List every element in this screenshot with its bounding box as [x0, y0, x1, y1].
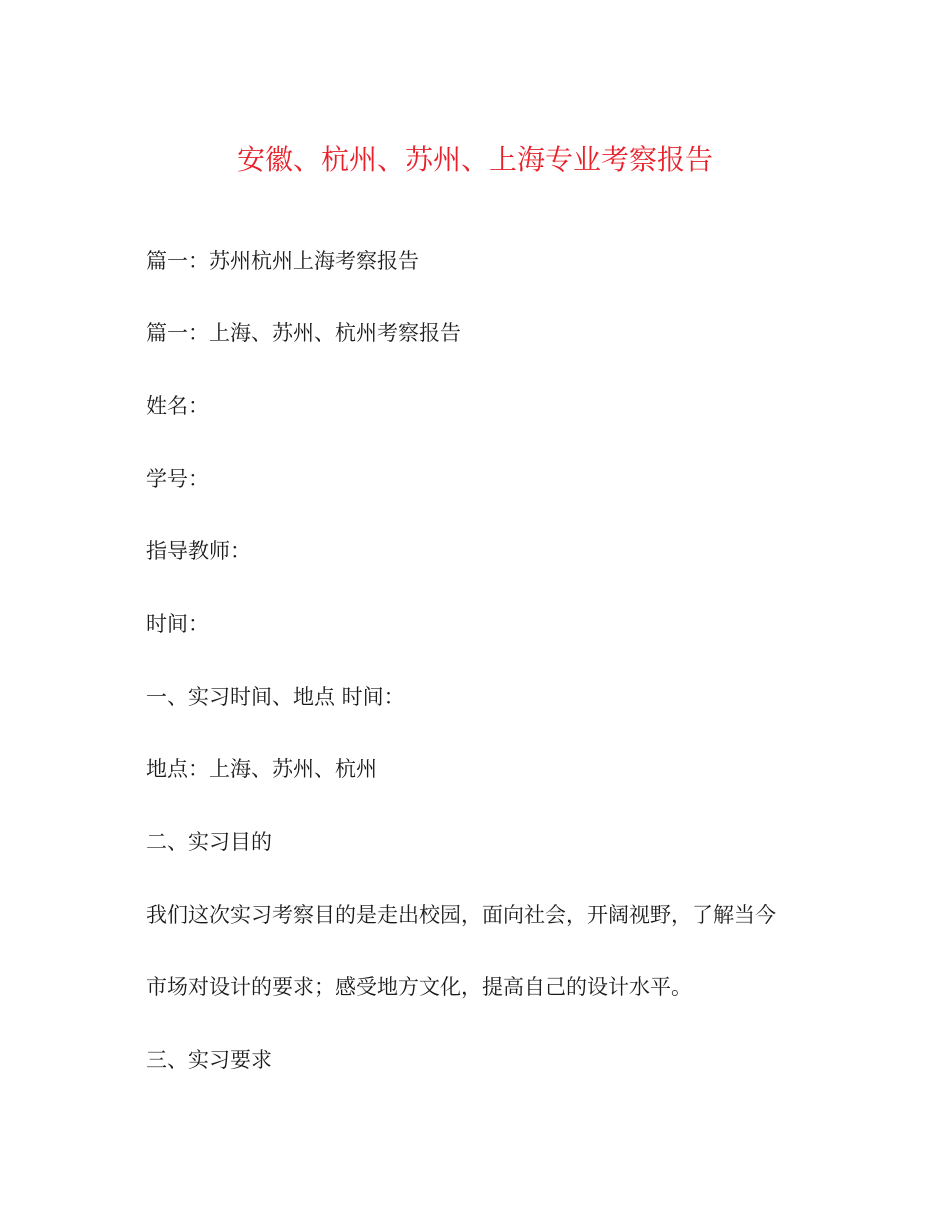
section-3-heading: 三、实习要求 — [146, 1048, 272, 1072]
field-time: 时间： — [146, 612, 209, 636]
paragraph-line-1: 我们这次实习考察目的是走出校园，面向社会，开阔视野，了解当今 — [146, 903, 776, 927]
location-line: 地点：上海、苏州、杭州 — [146, 757, 377, 781]
field-student-id: 学号： — [146, 467, 209, 491]
section-2-heading: 二、实习目的 — [146, 830, 272, 854]
section-1-heading: 一、实习时间、地点 时间： — [146, 685, 405, 709]
heading-chapter-1-sub: 篇一：上海、苏州、杭州考察报告 — [146, 321, 461, 345]
heading-chapter-1: 篇一：苏州杭州上海考察报告 — [146, 249, 419, 273]
paragraph-line-2: 市场对设计的要求；感受地方文化，提高自己的设计水平。 — [146, 975, 692, 999]
document-title: 安徽、杭州、苏州、上海专业考察报告 — [236, 143, 713, 176]
field-name: 姓名： — [146, 394, 209, 418]
field-instructor: 指导教师： — [146, 539, 251, 563]
